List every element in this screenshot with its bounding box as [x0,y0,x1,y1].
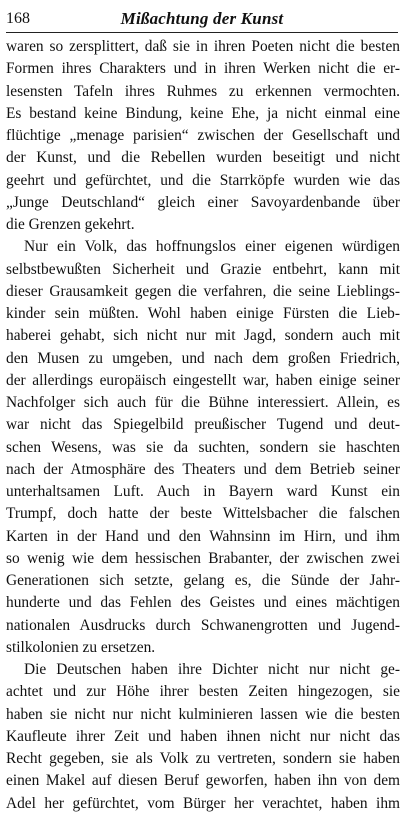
text-line: selbstbewußten Sicherheit und Grazie entbehrt, kann mit [6,260,400,278]
text-line: Trumpf, doch hatte der beste Wittelsbacher die falschen [6,505,400,523]
text-line: stilkolonien zu ersetzen. [6,638,156,656]
text-line: waren so zersplittert, daß sie in ihren Poeten nicht die besten [6,38,400,55]
running-title: Mißachtung der Kunst [120,9,284,28]
text-line: Formen ihres Charakters und in ihren Werken nicht die er- [6,60,400,78]
text-line: die Grenzen gekehrt. [6,216,135,233]
text-line: geehrt und gefürchtet, und die Starrköpfe wurden wie das [6,171,400,189]
text-line: dieser Grausamkeit gegen die verfahren, die seine Lieblings- [6,282,400,300]
text-line: haben sie nicht nur nicht kulminieren lassen wie die besten [6,705,400,723]
text-line: hunderte und das Fehlen des Geistes und eines mächtigen [6,594,400,612]
text-line: Nur ein Volk, das hoffnungslos einer eigenen würdigen [24,238,400,256]
page-number: 168 [6,10,30,27]
text-line: der allerdings europäisch eingestellt war, haben einige seiner [6,371,400,389]
text-line: schen Wesens, was sie da suchten, sondern sie haschten [6,438,400,456]
text-line: Adel her gefürchtet, vom Bürger her verachtet, haben ihm [6,794,400,812]
text-line: unterhaltsamen Luft. Auch in Bayern ward Kunst ein [6,483,400,500]
text-line: einen Makel auf diesen Beruf geworfen, haben ihn von dem [6,772,400,790]
text-line: Kaufleute ihrer Zeit und haben ihnen nicht nur nicht das [6,727,400,745]
text-line: Die Deutschen haben ihre Dichter nicht nur nicht ge- [24,661,400,678]
text-line: achtet und zur Höhe ihrer besten Zeiten hingezogen, sie [6,683,400,701]
text-line: Karten in der Hand und den Wahnsinn im Hirn, und ihm [6,527,400,545]
text-line: nationalen Ausdrucks durch Schwanengrotten und Jugend- [6,616,400,634]
text-line: Nachfolger sich auch für die Bühne interessiert. Allein, es [6,394,400,411]
text-line: Es bestand keine Bindung, keine Ehe, ja nicht einmal eine [6,104,400,122]
text-line: lesensten Tafeln ihres Ruhmes zu erkennen vermochten. [6,82,400,100]
page-header [6,8,398,33]
text-line: kinder sein müßten. Wohl haben einige Fürsten die Lieb- [6,305,400,322]
text-line: flüchtige „menage parisien“ zwischen der Gesellschaft und [6,127,400,144]
body-text [6,36,400,815]
text-line: nach der Atmosphäre des Theaters und dem Betrieb seiner [6,460,400,478]
text-line: den Musen zu umgeben, und nach dem großen Friedrich, [6,349,400,367]
text-line: war nicht das Spiegelbild preußischer Tugend und deut- [6,416,400,434]
text-line: Generationen sich setzte, gelang es, die Sünde der Jahr- [6,572,400,589]
text-line: der Kunst, und die Rebellen wurden beseitigt und nicht [6,149,400,167]
text-line: haberei gehabt, sich nicht nur mit Jagd, sondern auch mit [6,327,400,345]
text-line: „Junge Deutschland“ gleich einer Savoyardenbande über [6,193,400,211]
text-line: Recht gegeben, sie als Volk zu vertreten, sondern sie haben [6,750,400,767]
text-line: so wenig wie dem hessischen Brabanter, der zwischen zwei [6,549,400,567]
